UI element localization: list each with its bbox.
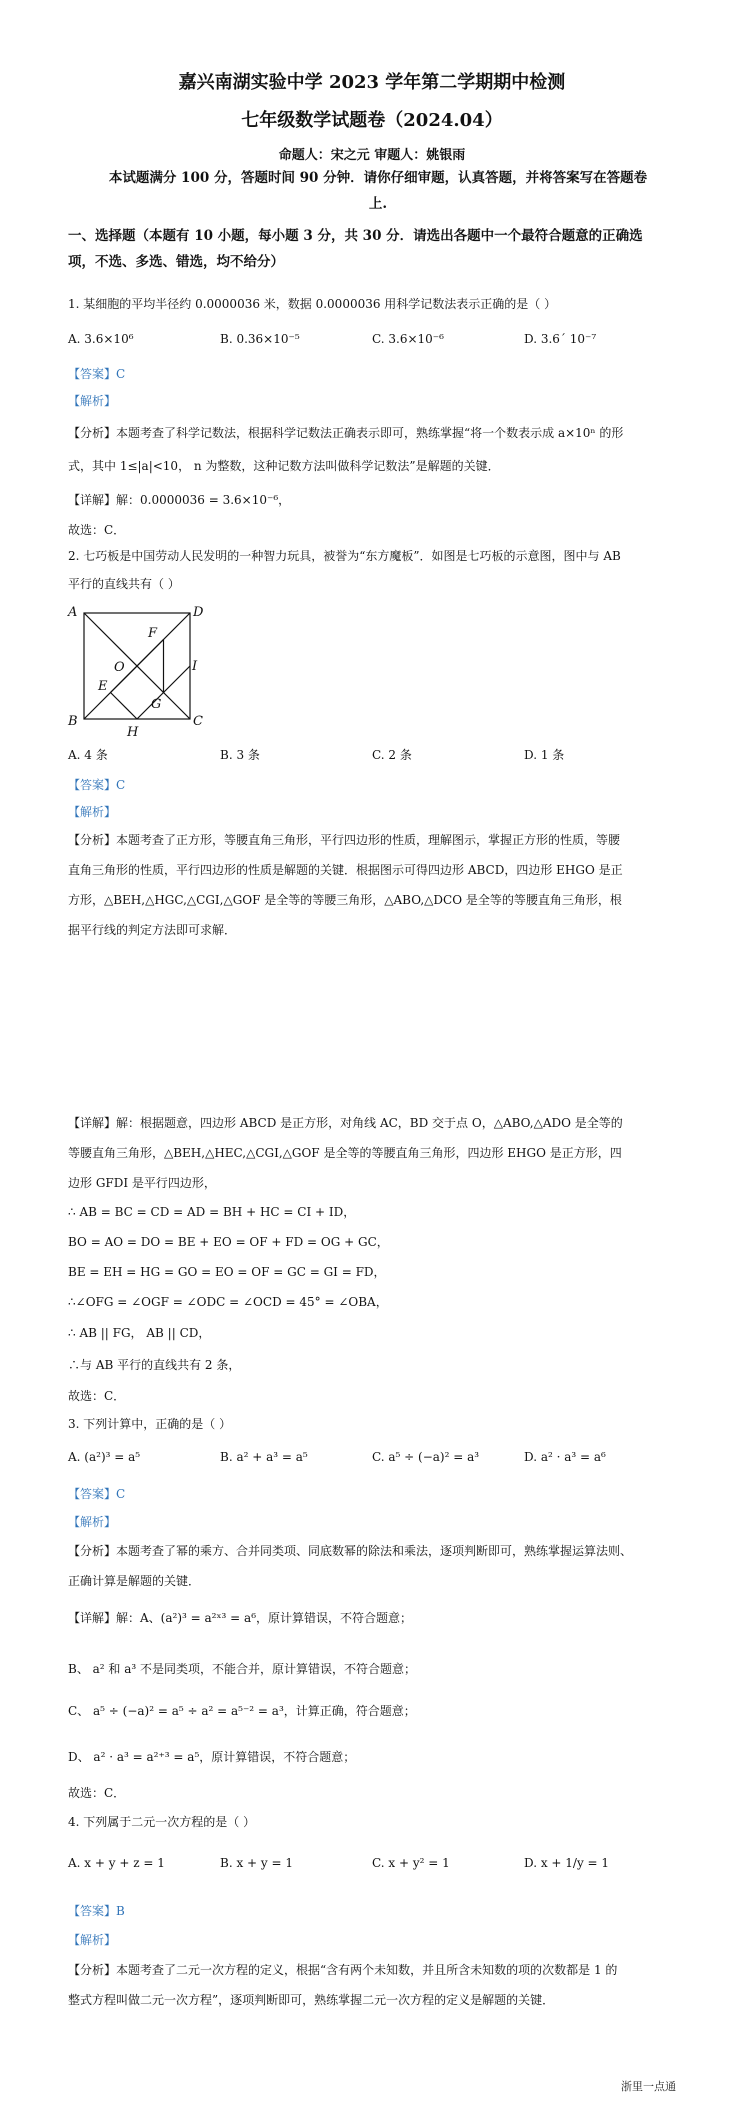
footer-watermark: 浙里一点通 bbox=[621, 2080, 676, 2093]
figure-label-i: I bbox=[192, 659, 198, 674]
section-heading-line1: 一、选择题（本题有 10 小题，每小题 3 分，共 30 分．请选出各题中一个最符合题意的正确选 bbox=[68, 228, 643, 244]
q2-conclusion: 故选：C． bbox=[68, 1389, 126, 1403]
figure-label-a: A bbox=[68, 605, 78, 620]
q2-detail-line2: 等腰直角三角形，△BEH,△HEC,△CGI,△GOF 是全等的等腰直角三角形，四边形 EHGO 是正方形，四 bbox=[68, 1146, 622, 1160]
q2-option-a: A. 4 条 bbox=[68, 748, 108, 762]
q2-stem-line1: 2. 七巧板是中国劳动人民发明的一种智力玩具，被誉为“东方魔板”．如图是七巧板的示意图，图中与 AB bbox=[68, 549, 621, 563]
q2-option-c: C. 2 条 bbox=[372, 748, 412, 762]
q3-option-a: A. (a²)³ = a⁵ bbox=[68, 1450, 141, 1464]
q3-option-c: C. a⁵ ÷ (−a)² = a³ bbox=[372, 1450, 480, 1464]
q2-analysis-label: 【解析】 bbox=[68, 805, 117, 819]
exam-notice-line2: 上. bbox=[368, 196, 388, 212]
tangram-figure bbox=[64, 600, 214, 745]
exam-notice-line1: 本试题满分 100 分，答题时间 90 分钟．请你仔细审题，认真答题，并将答案写在答题卷 bbox=[108, 170, 648, 186]
exam-title: 嘉兴南湖实验中学 2023 学年第二学期期中检测 bbox=[178, 72, 566, 93]
q1-option-c: C. 3.6×10⁻⁶ bbox=[372, 332, 444, 346]
q1-option-d: D. 3.6ˊ 10⁻⁷ bbox=[524, 332, 597, 346]
q1-analysis-line1: 【分析】本题考查了科学记数法，根据科学记数法正确表示即可，熟练掌握“将一个数表示成 a×10ⁿ 的形 bbox=[68, 426, 624, 440]
q3-detail-d: D、 a² · a³ = a²⁺³ = a⁵，原计算错误，不符合题意； bbox=[68, 1750, 356, 1764]
q2-step4: ∴∠OFG = ∠OGF = ∠ODC = ∠OCD = 45° = ∠OBA， bbox=[68, 1295, 388, 1309]
q1-stem: 1. 某细胞的平均半径约 0.0000036 米，数据 0.0000036 用科学记数法表示正确的是（ ） bbox=[68, 297, 557, 311]
q1-conclusion: 故选：C． bbox=[68, 523, 126, 537]
q2-step6: ∴与 AB 平行的直线共有 2 条， bbox=[68, 1358, 241, 1372]
q3-detail-a: 【详解】解：A、(a²)³ = a²ˣ³ = a⁶，原计算错误，不符合题意； bbox=[68, 1611, 412, 1625]
q3-option-b: B. a² + a³ = a⁵ bbox=[220, 1450, 308, 1464]
q1-detail: 【详解】解：0.0000036 = 3.6×10⁻⁶， bbox=[68, 493, 291, 507]
q3-conclusion: 故选：C． bbox=[68, 1786, 126, 1800]
q2-analysis-line1: 【分析】本题考查了正方形，等腰直角三角形，平行四边形的性质，理解图示，掌握正方形的性质，等腰 bbox=[68, 833, 621, 847]
q4-analysis-line2: 整式方程叫做二元一次方程”，逐项判断即可，熟练掌握二元一次方程的定义是解题的关键． bbox=[68, 1993, 555, 2007]
q4-stem: 4. 下列属于二元一次方程的是（ ） bbox=[68, 1815, 256, 1829]
q4-option-b: B. x + y = 1 bbox=[220, 1856, 293, 1870]
q1-option-b: B. 0.36×10⁻⁵ bbox=[220, 332, 300, 346]
q2-analysis-line3: 方形，△BEH,△HGC,△CGI,△GOF 是全等的等腰三角形，△ABO,△DCO 是全等的等腰直角三角形，根 bbox=[68, 893, 622, 907]
q2-option-d: D. 1 条 bbox=[524, 748, 565, 762]
q3-detail-b: B、 a² 和 a³ 不是同类项，不能合并，原计算错误，不符合题意； bbox=[68, 1662, 417, 1676]
figure-label-e: E bbox=[98, 679, 108, 694]
q4-answer: 【答案】B bbox=[68, 1904, 125, 1918]
q4-option-c: C. x + y² = 1 bbox=[372, 1856, 450, 1870]
figure-label-b: B bbox=[68, 714, 78, 729]
q3-option-d: D. a² · a³ = a⁶ bbox=[524, 1450, 606, 1464]
q2-step3: BE = EH = HG = GO = EO = OF = GC = GI = FD， bbox=[68, 1265, 386, 1279]
q2-analysis-line2: 直角三角形的性质，平行四边形的性质是解题的关键．根据图示可得四边形 ABCD，四边形 EHGO 是正 bbox=[68, 863, 623, 877]
q4-analysis-label: 【解析】 bbox=[68, 1933, 117, 1947]
figure-label-d: D bbox=[193, 605, 204, 620]
q3-analysis-line1: 【分析】本题考查了幂的乘方、合并同类项、同底数幂的除法和乘法，逐项判断即可，熟练掌握运算法则、 bbox=[68, 1544, 633, 1558]
q2-analysis-line4: 据平行线的判定方法即可求解． bbox=[68, 923, 237, 937]
q3-detail-c: C、 a⁵ ÷ (−a)² = a⁵ ÷ a² = a⁵⁻² = a³，计算正确，符合题意； bbox=[68, 1704, 416, 1718]
figure-label-c: C bbox=[193, 714, 203, 729]
q2-detail-line3: 边形 GFDI 是平行四边形， bbox=[68, 1176, 216, 1190]
q3-answer: 【答案】C bbox=[68, 1487, 126, 1501]
q2-step2: BO = AO = DO = BE + EO = OF + FD = OG + GC， bbox=[68, 1235, 389, 1249]
q3-analysis-label: 【解析】 bbox=[68, 1515, 117, 1529]
figure-label-o: O bbox=[114, 660, 125, 675]
q1-analysis-label: 【解析】 bbox=[68, 394, 117, 408]
q4-option-d: D. x + 1/y = 1 bbox=[524, 1856, 610, 1870]
exam-subtitle: 七年级数学试题卷（2024.04） bbox=[241, 110, 503, 131]
q2-stem-line2: 平行的直线共有（ ） bbox=[68, 577, 180, 591]
q2-option-b: B. 3 条 bbox=[220, 748, 260, 762]
figure-label-f: F bbox=[148, 626, 158, 641]
q4-option-a: A. x + y + z = 1 bbox=[68, 1856, 165, 1870]
figure-label-h: H bbox=[127, 725, 139, 740]
q4-analysis-line1: 【分析】本题考查了二元一次方程的定义，根据“含有两个未知数，并且所含未知数的项的次数都是 1 的 bbox=[68, 1963, 618, 1977]
q1-option-a: A. 3.6×10⁶ bbox=[68, 332, 134, 346]
q2-step5: ∴ AB || FG， AB || CD， bbox=[68, 1326, 211, 1340]
section-heading-line2: 项，不选、多选、错选，均不给分） bbox=[68, 254, 284, 270]
q3-analysis-line2: 正确计算是解题的关键． bbox=[68, 1574, 201, 1588]
q2-step1: ∴ AB = BC = CD = AD = BH + HC = CI + ID， bbox=[68, 1205, 356, 1219]
q3-stem: 3. 下列计算中，正确的是（ ） bbox=[68, 1417, 232, 1431]
q1-answer: 【答案】C bbox=[68, 367, 126, 381]
q2-detail-line1: 【详解】解：根据题意，四边形 ABCD 是正方形，对角线 AC，BD 交于点 O，△ABO,△ADO 是全等的 bbox=[68, 1116, 623, 1130]
figure-label-g: G bbox=[151, 697, 162, 712]
exam-authors: 命题人：宋之元 审题人：姚银雨 bbox=[278, 148, 466, 163]
q1-analysis-line2: 式，其中 1≤|a|<10， n 为整数，这种记数方法叫做科学记数法”是解题的关键． bbox=[68, 459, 500, 473]
q2-answer: 【答案】C bbox=[68, 778, 126, 792]
